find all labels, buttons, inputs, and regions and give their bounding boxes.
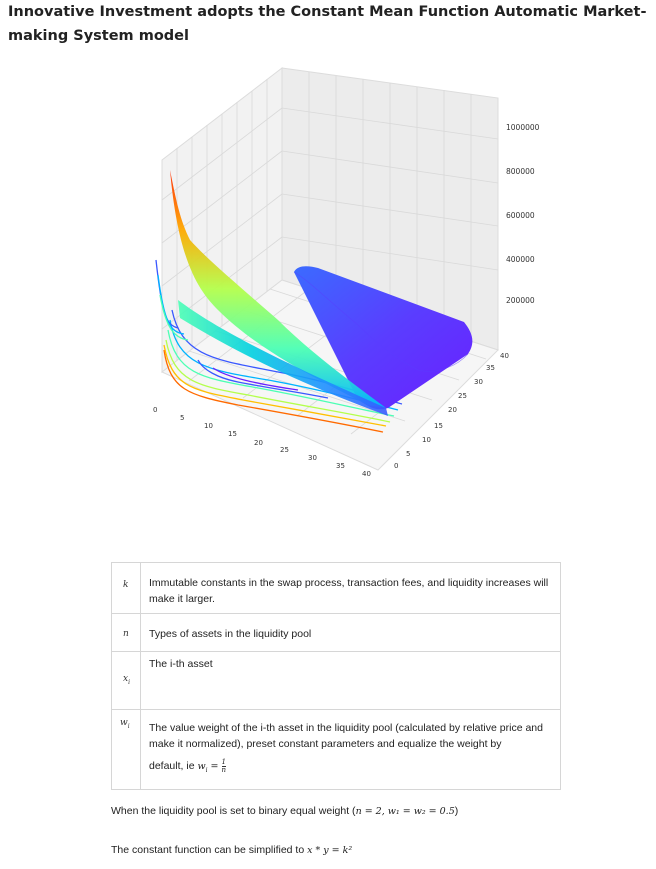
x-tick-label: 5	[180, 414, 185, 422]
default-weight-line	[149, 758, 552, 779]
default-label: default, ie	[149, 760, 195, 772]
x-tick-label: 30	[308, 454, 317, 462]
x-tick-label: 10	[204, 422, 213, 430]
y-tick-label: 40	[500, 352, 509, 360]
y-tick-label: 20	[448, 406, 457, 414]
x-tick-label: 25	[280, 446, 289, 454]
surface-plot-3d	[118, 60, 558, 490]
note-text: The constant function can be simplified to	[111, 844, 308, 856]
z-axis	[506, 123, 540, 305]
y-tick-label: 10	[422, 436, 431, 444]
description-cell: Types of assets in the liquidity pool	[141, 614, 561, 652]
y-tick-label: 25	[458, 392, 467, 400]
y-tick-label: 30	[474, 378, 483, 386]
table-row	[112, 652, 561, 710]
z-tick-label: 400000	[506, 255, 535, 264]
symbol: $x_i$	[123, 674, 130, 686]
simplified-function-note	[111, 844, 352, 856]
symbol-cell	[112, 614, 141, 652]
z-tick-label: 1000000	[506, 123, 540, 132]
note-text: When the liquidity pool is set to binary equal weight (	[111, 805, 356, 817]
symbol: n	[123, 629, 129, 639]
binary-weight-note	[111, 805, 458, 817]
z-tick-label: 600000	[506, 211, 535, 220]
x-tick-label: 0	[153, 406, 158, 414]
description-cell: Immutable constants in the swap process, transaction fees, and liquidity increases will make it larger.	[141, 563, 561, 614]
page-title: Innovative Investment adopts the Constant Mean Function Automatic Market-making System model	[8, 4, 647, 44]
symbol-cell	[112, 563, 141, 614]
y-tick-label: 15	[434, 422, 443, 430]
variable-table	[111, 562, 561, 790]
z-tick-label: 800000	[506, 167, 535, 176]
y-tick-label: 0	[394, 462, 399, 470]
z-tick-label: 200000	[506, 296, 535, 305]
weight-description: The value weight of the i-th asset in the liquidity pool (calculated by relative price and make it normalized), preset constant parameters and equalize the weight by	[149, 722, 543, 750]
description-cell	[141, 710, 561, 790]
note-formula: x * y = k²	[307, 845, 353, 856]
table-row	[112, 710, 561, 790]
fraction: $\frac{1}{n}$	[221, 757, 227, 774]
y-tick-label: 5	[406, 450, 411, 458]
symbol: $w_i$	[120, 718, 130, 730]
symbol: k	[123, 580, 129, 590]
x-tick-label: 15	[228, 430, 237, 438]
x-tick-label: 20	[254, 439, 263, 447]
table-row	[112, 563, 561, 614]
default-formula: $w_i$ =	[197, 761, 222, 774]
x-tick-label: 40	[362, 470, 371, 478]
y-tick-label: 35	[486, 364, 495, 372]
x-tick-label: 35	[336, 462, 345, 470]
note-formula: n = 2, w₁ = w₂ = 0.5	[355, 806, 455, 817]
description-cell: The i-th asset	[141, 652, 561, 710]
symbol-cell	[112, 652, 141, 710]
note-close: )	[454, 805, 459, 817]
table-row	[112, 614, 561, 652]
symbol-cell	[112, 710, 141, 790]
